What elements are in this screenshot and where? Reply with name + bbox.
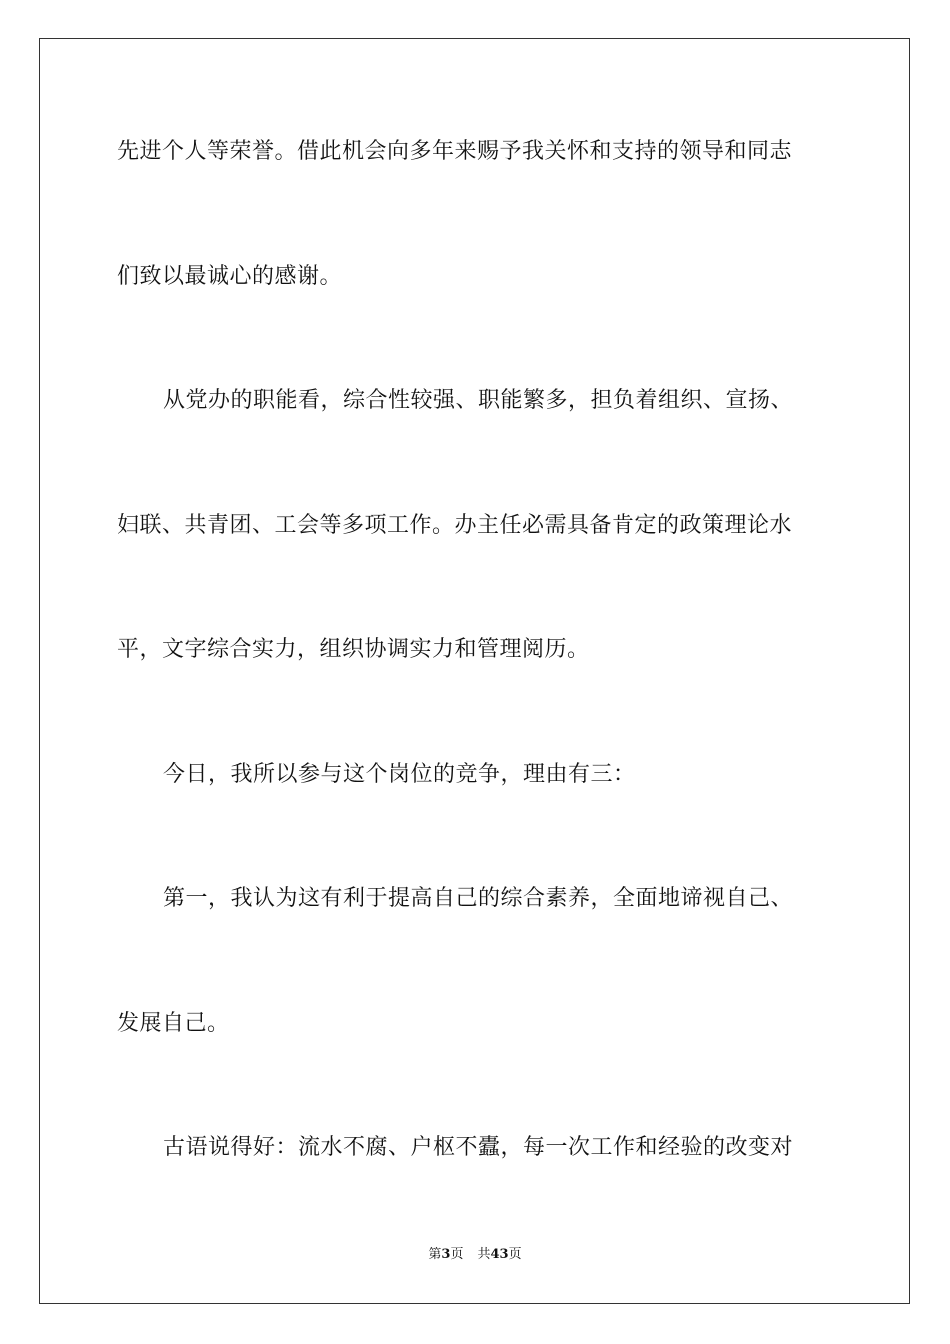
page-label-suffix: 页	[450, 1247, 464, 1262]
text-line: 发展自己。	[117, 1011, 230, 1036]
page-number: 3	[441, 1247, 451, 1262]
paragraph-start-line: 今日，我所以参与这个岗位的竞争，理由有三：	[163, 762, 636, 787]
paragraph-start-line: 从党办的职能看，综合性较强、职能繁多，担负着组织、宣扬、	[163, 388, 794, 413]
text-line: 妇联、共青团、工会等多项工作。办主任必需具备肯定的政策理论水	[117, 513, 793, 538]
text-line: 平，文字综合实力，组织协调实力和管理阅历。	[117, 637, 590, 662]
page-footer	[0, 1246, 950, 1264]
text-line: 们致以最诚心的感谢。	[117, 264, 343, 289]
paragraph-start-line: 第一，我认为这有利于提高自己的综合素养，全面地谛视自己、	[163, 886, 794, 911]
total-pages: 43	[490, 1247, 509, 1262]
page-frame	[39, 38, 910, 1304]
total-label-prefix: 共	[477, 1247, 491, 1262]
page-label-prefix: 第	[428, 1247, 442, 1262]
total-label-suffix: 页	[508, 1247, 522, 1262]
paragraph-start-line: 古语说得好：流水不腐、户枢不蠹，每一次工作和经验的改变对	[163, 1135, 794, 1160]
text-line: 先进个人等荣誉。借此机会向多年来赐予我关怀和支持的领导和同志	[117, 139, 793, 164]
